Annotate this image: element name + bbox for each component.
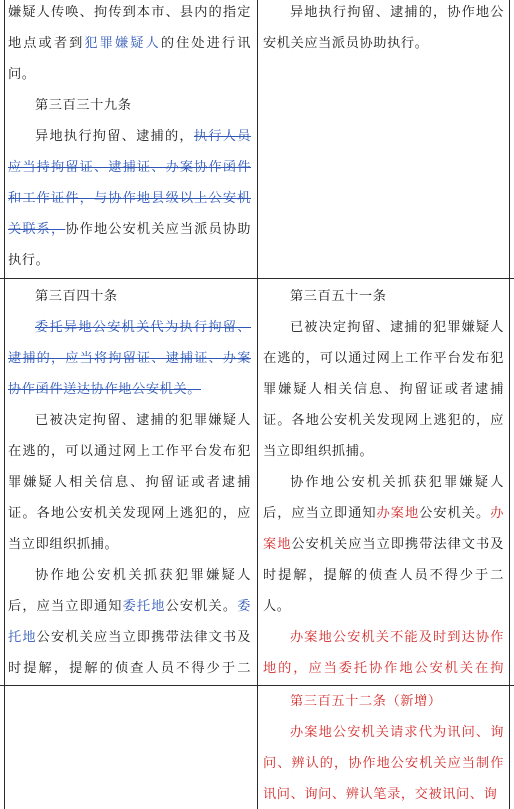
text-run: 已被决定拘留、逮捕的犯罪嫌疑人在逃的，可以通过网上工作平台发布犯罪嫌疑人相关信息、拘留证或者逮捕证。各地公安机关发现网上逃犯的，应当立即组织抓捕。 — [263, 320, 504, 459]
right-row3-para1 — [263, 717, 504, 809]
right-article-351: 第三百五十一条 — [290, 289, 387, 304]
left-article-339: 第三百三十九条 — [35, 98, 132, 113]
table-border-middle — [257, 0, 258, 809]
right-row2-para3 — [263, 622, 504, 684]
new-text: 办案地 — [376, 506, 420, 521]
text-run: 公安机关应当立即携带法律文书及时提解，提解的侦查人员不得少于二 — [8, 630, 251, 676]
left-row2-para2 — [8, 405, 251, 560]
text-run: 公安机关。 — [419, 506, 491, 521]
left-row2-para3 — [8, 560, 251, 684]
left-row1-para2 — [8, 121, 251, 276]
left-article-340: 第三百四十条 — [35, 289, 118, 304]
new-text: 办案地公安机关请求代为讯问、询问、辨认的，协作地公安机关应当制作讯问、询问、辨认笔录，交被讯问、询 — [263, 725, 504, 802]
new-text: 办案地公安机关不能及时到达协作地的，应当委托协作地公安机关在拘 — [263, 630, 504, 676]
text-run: 公安机关应当立即携带法律文书及时提解，提解的侦查人员不得少于二人。 — [263, 537, 504, 614]
right-row2-para1 — [263, 312, 504, 467]
deleted-text: 委托异地公安机关代为执行拘留、逮捕的，应当将拘留证、逮捕证、办案协作函件送达协作地公安机关。 — [8, 320, 251, 397]
right-row1-cell — [263, 0, 504, 277]
inserted-text: 委托地 — [122, 599, 166, 614]
text-run: 协作地公安机关抓获犯罪嫌疑人后，应当立即通知 — [8, 568, 251, 614]
right-article-352-new: 第三百五十二条（新增） — [290, 694, 442, 709]
right-row2-cell — [263, 281, 504, 684]
text-run: 协作地公安机关应当派员协助执行。 — [8, 222, 251, 268]
left-row1-para1 — [8, 0, 251, 90]
right-row3-cell — [263, 686, 504, 809]
left-row2-cell — [8, 281, 251, 684]
text-run: 嫌疑人传唤、拘传到本市、县内的指定地点或者到 — [8, 5, 251, 51]
text-run: 的住处进行讯问。 — [8, 36, 251, 82]
row-divider-1 — [0, 278, 514, 279]
left-row1-cell — [8, 0, 251, 277]
inserted-text: 委托地 — [8, 599, 251, 645]
table-border-left — [4, 0, 5, 809]
text-run: 协作地公安机关抓获犯罪嫌疑人后，应当立即通知 — [263, 475, 504, 521]
left-row2-para1-deleted — [8, 312, 251, 405]
inserted-text: 犯罪嫌疑人 — [84, 36, 161, 51]
right-row1-para1 — [263, 0, 504, 59]
text-run: 公安机关。 — [165, 599, 238, 614]
table-border-right — [509, 0, 510, 809]
right-row2-para2 — [263, 467, 504, 622]
deleted-text: 执行人员应当持拘留证、逮捕证、办案协作函件和工作证件，与协作地县级以上公安机关联系， — [8, 129, 251, 237]
text-run: 已被决定拘留、逮捕的犯罪嫌疑人在逃的，可以通过网上工作平台发布犯罪嫌疑人相关信息、拘留证或者逮捕证。各地公安机关发现网上逃犯的，应当立即组织抓捕。 — [8, 413, 251, 552]
new-text: 办案地 — [263, 506, 504, 552]
text-run: 异地执行拘留、逮捕的， — [35, 129, 194, 144]
text-run: 异地执行拘留、逮捕的，协作地公安机关应当派员协助执行。 — [263, 5, 504, 51]
